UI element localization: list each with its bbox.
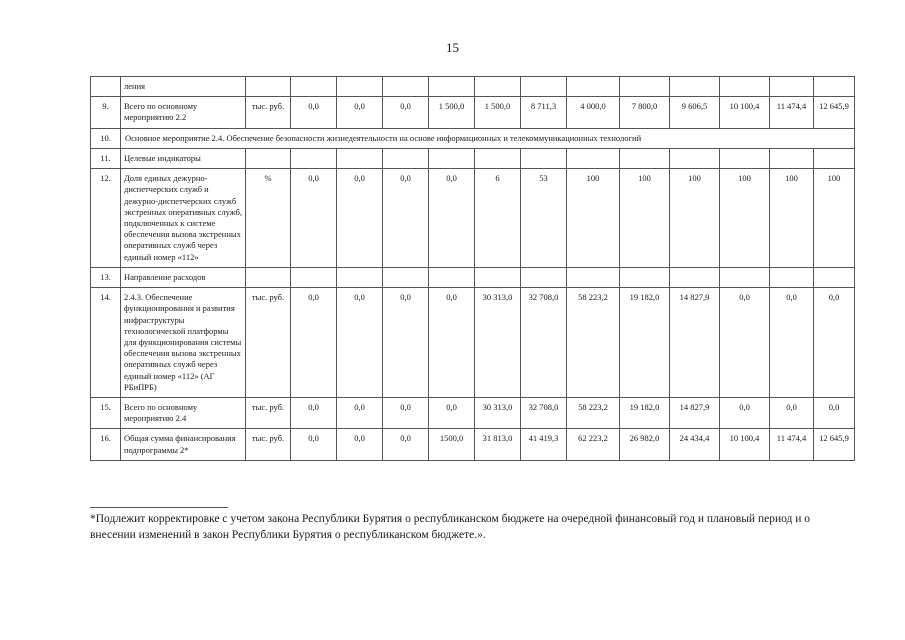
value-cell [337, 148, 383, 168]
program-table [90, 76, 855, 461]
value-cell [291, 267, 337, 287]
value-cell: 58 223,2 [567, 398, 620, 429]
row-label-cell: Доля единых дежурно-диспетчерских служб и дежурно-диспетчерских служб экстренных оперативных служб, подключенных к системе обеспечения вызова экстренных оперативных служб через единый номер «112» [121, 169, 246, 268]
value-cell: 19 182,0 [620, 398, 670, 429]
value-cell: 11 474,4 [770, 429, 814, 460]
footnote-divider [90, 507, 228, 508]
unit-cell: тыс. руб. [246, 429, 291, 460]
value-cell: 10 100,4 [720, 429, 770, 460]
unit-cell [246, 148, 291, 168]
value-cell: 100 [620, 169, 670, 268]
value-cell [814, 267, 855, 287]
value-cell: 0,0 [814, 288, 855, 398]
value-cell [337, 267, 383, 287]
value-cell: 0,0 [429, 398, 475, 429]
unit-cell: тыс. руб. [246, 97, 291, 128]
value-cell [567, 77, 620, 97]
row-label-cell: ления [121, 77, 246, 97]
value-cell: 0,0 [337, 398, 383, 429]
value-cell [670, 148, 720, 168]
value-cell: 14 827,9 [670, 398, 720, 429]
value-cell [521, 148, 567, 168]
value-cell: 0,0 [337, 288, 383, 398]
row-number-cell: 11. [91, 148, 121, 168]
value-cell [720, 267, 770, 287]
value-cell: 30 313,0 [475, 398, 521, 429]
value-cell: 10 100,4 [720, 97, 770, 128]
value-cell: 100 [670, 169, 720, 268]
value-cell: 0,0 [720, 288, 770, 398]
table-row [91, 169, 855, 268]
value-cell: 0,0 [720, 398, 770, 429]
value-cell: 8 711,3 [521, 97, 567, 128]
value-cell [475, 77, 521, 97]
value-cell [383, 267, 429, 287]
value-cell: 6 [475, 169, 521, 268]
value-cell: 14 827,9 [670, 288, 720, 398]
row-number-cell: 13. [91, 267, 121, 287]
value-cell: 9 606,5 [670, 97, 720, 128]
value-cell: 0,0 [383, 169, 429, 268]
value-cell: 0,0 [291, 398, 337, 429]
value-cell [337, 77, 383, 97]
value-cell [770, 148, 814, 168]
value-cell [814, 148, 855, 168]
value-cell [567, 267, 620, 287]
value-cell: 7 800,0 [620, 97, 670, 128]
value-cell [291, 77, 337, 97]
value-cell: 0,0 [814, 398, 855, 429]
value-cell [383, 148, 429, 168]
row-label-cell: Направление расходов [121, 267, 246, 287]
row-number-cell: 15. [91, 398, 121, 429]
value-cell: 0,0 [337, 169, 383, 268]
row-number-cell: 14. [91, 288, 121, 398]
value-cell: 100 [814, 169, 855, 268]
table-row [91, 128, 855, 148]
value-cell: 26 982,0 [620, 429, 670, 460]
row-number-cell: 12. [91, 169, 121, 268]
value-cell: 0,0 [770, 398, 814, 429]
value-cell [620, 267, 670, 287]
value-cell: 0,0 [770, 288, 814, 398]
value-cell [475, 267, 521, 287]
row-label-cell: Целевые индикаторы [121, 148, 246, 168]
table-row [91, 429, 855, 460]
row-number-cell: 9. [91, 97, 121, 128]
value-cell [670, 77, 720, 97]
value-cell: 100 [720, 169, 770, 268]
row-number-cell [91, 77, 121, 97]
value-cell [770, 77, 814, 97]
row-number-cell: 10. [91, 128, 121, 148]
value-cell: 11 474,4 [770, 97, 814, 128]
unit-cell [246, 267, 291, 287]
value-cell [720, 77, 770, 97]
table-row [91, 97, 855, 128]
value-cell: 1 500,0 [475, 97, 521, 128]
value-cell [475, 148, 521, 168]
table-row [91, 267, 855, 287]
row-label-cell: 2.4.3. Обеспечение функционирования и развития инфраструктуры технологической платформы для функционирования системы обеспечения вызова экстренных оперативных служб через единый номер «112» (АГ РБиПРБ) [121, 288, 246, 398]
value-cell [620, 77, 670, 97]
value-cell: 100 [567, 169, 620, 268]
value-cell [521, 77, 567, 97]
value-cell [383, 77, 429, 97]
value-cell: 31 813,0 [475, 429, 521, 460]
value-cell: 0,0 [291, 97, 337, 128]
value-cell: 0,0 [383, 97, 429, 128]
value-cell: 0,0 [429, 288, 475, 398]
value-cell: 1500,0 [429, 429, 475, 460]
unit-cell: тыс. руб. [246, 288, 291, 398]
value-cell [670, 267, 720, 287]
value-cell: 62 223,2 [567, 429, 620, 460]
table-row [91, 288, 855, 398]
value-cell: 41 419,3 [521, 429, 567, 460]
value-cell: 32 708,0 [521, 398, 567, 429]
unit-cell: тыс. руб. [246, 398, 291, 429]
table-row [91, 398, 855, 429]
value-cell: 4 000,0 [567, 97, 620, 128]
value-cell: 0,0 [383, 429, 429, 460]
value-cell [429, 148, 475, 168]
value-cell: 24 434,4 [670, 429, 720, 460]
page-number: 15 [446, 40, 459, 55]
value-cell: 0,0 [429, 169, 475, 268]
value-cell [429, 267, 475, 287]
value-cell: 12 645,9 [814, 97, 855, 128]
value-cell: 1 500,0 [429, 97, 475, 128]
value-cell: 100 [770, 169, 814, 268]
value-cell: 58 223,2 [567, 288, 620, 398]
value-cell: 0,0 [383, 288, 429, 398]
table-row [91, 148, 855, 168]
value-cell: 12 645,9 [814, 429, 855, 460]
unit-cell [246, 77, 291, 97]
value-cell: 30 313,0 [475, 288, 521, 398]
value-cell [720, 148, 770, 168]
value-cell: 0,0 [291, 288, 337, 398]
value-cell: 53 [521, 169, 567, 268]
value-cell: 0,0 [383, 398, 429, 429]
value-cell: 0,0 [337, 429, 383, 460]
value-cell: 0,0 [291, 169, 337, 268]
value-cell [567, 148, 620, 168]
unit-cell: % [246, 169, 291, 268]
value-cell [770, 267, 814, 287]
value-cell [521, 267, 567, 287]
value-cell [814, 77, 855, 97]
row-number-cell: 16. [91, 429, 121, 460]
value-cell: 19 182,0 [620, 288, 670, 398]
footnote: *Подлежит корректировке с учетом закона Республики Бурятия о республиканском бюджете на очередной финансовый год и плановый период и о внесении изменений в закон Республики Бурятия о республиканском бюджете.». [90, 513, 811, 542]
value-cell [429, 77, 475, 97]
value-cell [620, 148, 670, 168]
value-cell: 32 708,0 [521, 288, 567, 398]
row-label-cell: Всего по основному мероприятию 2.4 [121, 398, 246, 429]
row-label-cell: Всего по основному мероприятию 2.2 [121, 97, 246, 128]
value-cell: 0,0 [291, 429, 337, 460]
value-cell [291, 148, 337, 168]
table-row [91, 77, 855, 97]
row-label-cell: Общая сумма финансирования подпрограммы 2* [121, 429, 246, 460]
section-heading-cell: Основное мероприятие 2.4. Обеспечение безопасности жизнедеятельности на основе информационных и телекоммуникационных технологий [121, 128, 855, 148]
value-cell: 0,0 [337, 97, 383, 128]
